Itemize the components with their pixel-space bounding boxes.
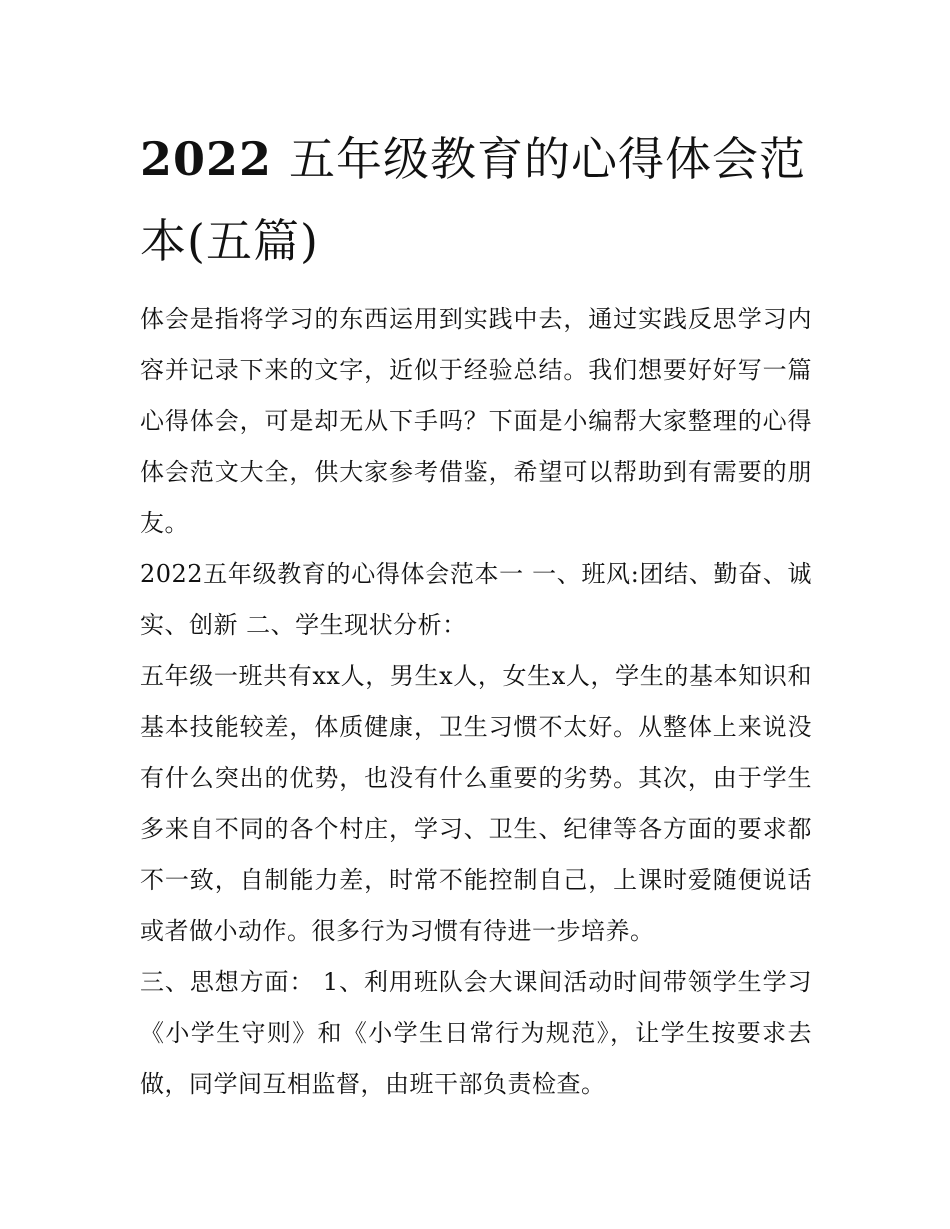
- section-heading-paragraph: 2022五年级教育的心得体会范本一 一、班风:团结、勤奋、诚实、创新 二、学生现状分析：: [140, 560, 812, 639]
- document-title: [140, 118, 812, 282]
- title-year: 2022: [140, 132, 273, 186]
- class-analysis-paragraph: 五年级一班共有xx人，男生x人，女生x人，学生的基本知识和基本技能较差，体质健康，卫生习惯不太好。从整体上来说没有什么突出的优势，也没有什么重要的劣势。其次，由于学生多来自不同的各个村庄，学习、卫生、纪律等各方面的要求都不一致，自制能力差，时常不能控制自己，上课时爱随便说话或者做小动作。很多行为习惯有待进一步培养。: [140, 662, 812, 945]
- thought-aspect-paragraph: 三、思想方面： 1、利用班队会大课间活动时间带领学生学习《小学生守则》和《小学生日常行为规范》，让学生按要求去做，同学间互相监督，由班干部负责检查。: [140, 968, 812, 1098]
- document-page: [140, 118, 812, 1110]
- title-text: 五年级教育的心得体会范本(五篇): [140, 132, 807, 268]
- intro-paragraph: 体会是指将学习的东西运用到实践中去，通过实践反思学习内容并记录下来的文字，近似于经验总结。我们想要好好写一篇心得体会，可是却无从下手吗？下面是小编帮大家整理的心得体会范文大全，供大家参考借鉴，希望可以帮助到有需要的朋友。: [140, 305, 812, 537]
